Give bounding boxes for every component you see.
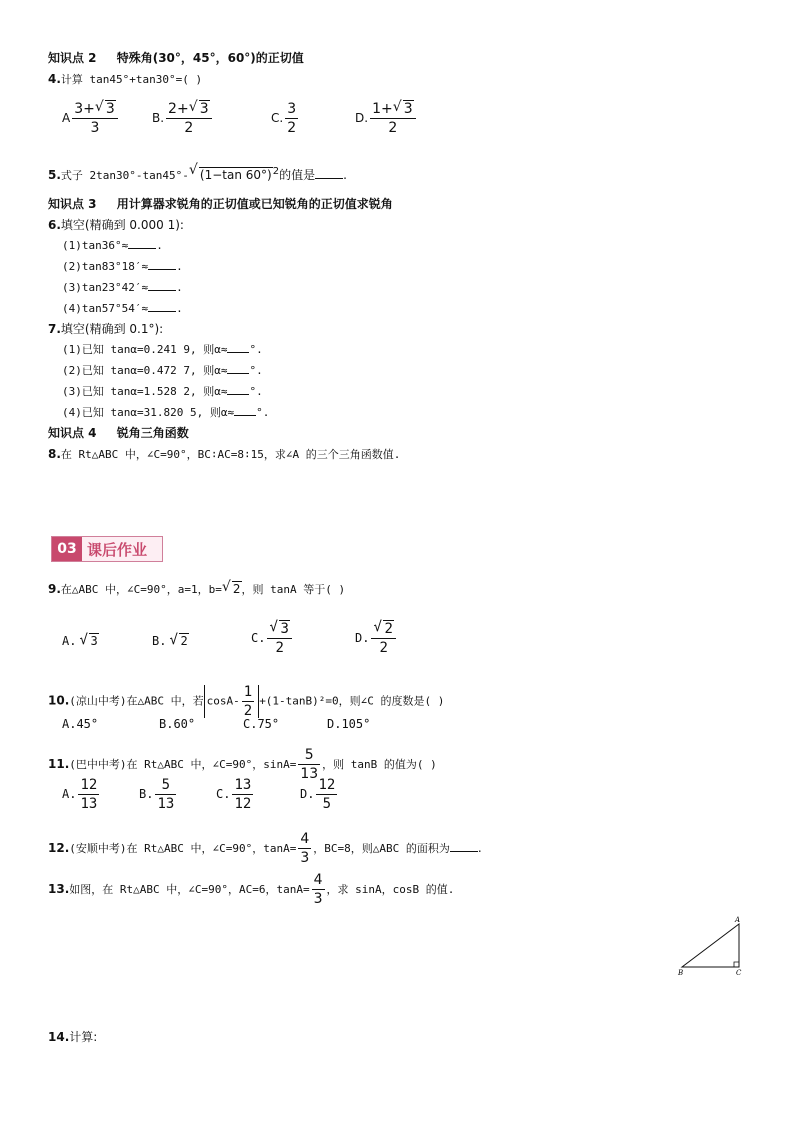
frac-den: 3 bbox=[300, 850, 310, 866]
question-7 bbox=[48, 321, 163, 337]
section-heading-4 bbox=[48, 425, 189, 441]
q11-option-d bbox=[300, 778, 339, 811]
question-12 bbox=[48, 832, 482, 865]
item-text: (3)已知 tanα=1.528 2, 则α≈ bbox=[62, 385, 228, 398]
section-title: 用计算器求锐角的正切值或已知锐角的正切值求锐角 bbox=[116, 197, 393, 211]
frac-num: 3 bbox=[287, 101, 297, 117]
frac-num: 4 bbox=[300, 831, 310, 847]
q11-option-c bbox=[216, 778, 255, 811]
question-stem: 计算: bbox=[69, 1030, 98, 1044]
answer-blank[interactable] bbox=[227, 363, 249, 374]
option-letter: C. bbox=[216, 787, 231, 801]
question-stem: (凉山中考)在△ABC 中，若 bbox=[69, 694, 204, 708]
q4-option-d bbox=[355, 102, 418, 135]
item-text: (1)已知 tanα=0.241 9, 则α≈ bbox=[62, 343, 228, 356]
question-stem-end: +(1-tanB)²=0，则∠C 的度数是( ) bbox=[259, 694, 445, 708]
radicand: 2 bbox=[180, 634, 188, 648]
abs-expr: cosA- bbox=[206, 694, 240, 708]
answer-blank[interactable] bbox=[234, 405, 256, 416]
q4-option-c bbox=[271, 102, 300, 135]
q9-option-b bbox=[152, 634, 189, 648]
question-number: 14. bbox=[48, 1030, 70, 1044]
frac-den: 2 bbox=[275, 640, 284, 656]
option-letter: A. bbox=[62, 787, 77, 801]
frac-num: 5 bbox=[155, 778, 176, 795]
question-stem: 如图，在 Rt△ABC 中，∠C=90°，AC=6，tanA= bbox=[69, 883, 310, 896]
period: . bbox=[156, 239, 163, 252]
frac-num: 1 bbox=[243, 684, 253, 700]
period: . bbox=[477, 841, 482, 855]
q9-option-d bbox=[355, 622, 398, 655]
option-letter: B. bbox=[152, 111, 165, 125]
question-number: 5. bbox=[48, 168, 61, 182]
answer-blank[interactable] bbox=[128, 238, 156, 249]
frac-num: 12 bbox=[318, 777, 336, 793]
question-4 bbox=[48, 71, 202, 88]
frac-den: 12 bbox=[234, 796, 252, 812]
period: . bbox=[176, 302, 183, 315]
item-text: (4)tan57°54′≈ bbox=[62, 302, 149, 315]
badge-title: 课后作业 bbox=[87, 540, 148, 559]
radicand: (1−tan 60°) bbox=[199, 168, 272, 182]
option-letter: C. bbox=[251, 631, 266, 645]
question-number: 6. bbox=[48, 218, 61, 232]
q9-option-a bbox=[62, 634, 99, 648]
frac-num: 4 bbox=[313, 872, 323, 888]
question-stem-end: ，则 tanB 的值为( ) bbox=[322, 758, 437, 771]
q9-option-c bbox=[251, 622, 294, 655]
period: . bbox=[176, 260, 183, 273]
frac-den: 2 bbox=[287, 120, 297, 136]
frac-den: 13 bbox=[157, 796, 175, 812]
frac-num: 12 bbox=[80, 777, 98, 793]
item-text: (4)已知 tanα=31.820 5, 则α≈ bbox=[62, 406, 235, 419]
question-stem-end: ，求 sinA，cosB 的值. bbox=[326, 883, 455, 896]
radicand: 3 bbox=[280, 621, 289, 637]
radicand: 3 bbox=[90, 634, 98, 648]
q11-option-b bbox=[139, 778, 178, 811]
question-number: 12. bbox=[48, 841, 70, 855]
question-number: 9. bbox=[48, 582, 61, 596]
item-unit: °. bbox=[249, 385, 263, 398]
homework-badge bbox=[51, 536, 163, 562]
q7-item-4 bbox=[62, 405, 269, 421]
answer-blank[interactable] bbox=[450, 841, 478, 852]
badge-number: 03 bbox=[52, 537, 82, 561]
period: . bbox=[176, 281, 183, 294]
frac-den: 2 bbox=[184, 120, 194, 136]
frac-num-prefix: 1+ bbox=[372, 101, 393, 117]
option-letter: D. bbox=[355, 111, 369, 125]
frac-den: 2 bbox=[388, 120, 398, 136]
period: . bbox=[343, 168, 347, 182]
question-13 bbox=[48, 873, 454, 906]
item-text: (3)tan23°42′≈ bbox=[62, 281, 149, 294]
option-letter: C. bbox=[271, 111, 284, 125]
radicand: 3 bbox=[199, 101, 209, 117]
question-number: 13. bbox=[48, 882, 70, 896]
question-stem: 在△ABC 中，∠C=90°，a=1，b= bbox=[60, 583, 222, 596]
item-unit: °. bbox=[249, 343, 263, 356]
frac-num-prefix: 2+ bbox=[168, 101, 189, 117]
radicand: 2 bbox=[232, 582, 241, 596]
question-stem: 填空(精确到 0.1°): bbox=[60, 322, 164, 336]
question-stem: (安顺中考)在 Rt△ABC 中，∠C=90°，tanA= bbox=[69, 842, 297, 855]
section-label: 知识点 3 bbox=[48, 197, 97, 211]
answer-blank[interactable] bbox=[148, 259, 176, 270]
answer-blank[interactable] bbox=[227, 342, 249, 353]
frac-den: 2 bbox=[243, 703, 253, 719]
q10-option-c: C.75° bbox=[243, 717, 280, 731]
item-text: (2)已知 tanα=0.472 7, 则α≈ bbox=[62, 364, 228, 377]
option-letter: D. bbox=[355, 631, 370, 645]
q7-item-1 bbox=[62, 342, 263, 358]
question-number: 7. bbox=[48, 322, 61, 336]
option-letter: D. bbox=[300, 787, 315, 801]
question-10 bbox=[48, 685, 444, 718]
item-unit: °. bbox=[256, 406, 270, 419]
item-unit: °. bbox=[249, 364, 263, 377]
q10-option-a: A.45° bbox=[62, 717, 99, 731]
radicand: 2 bbox=[384, 621, 393, 637]
question-number: 4. bbox=[48, 72, 61, 86]
question-stem: 在 Rt△ABC 中，∠C=90°，BC∶AC=8∶15，求∠A 的三个三角函数值. bbox=[60, 448, 401, 461]
question-8 bbox=[48, 446, 400, 463]
question-stem: 式子 2tan30°-tan45°- bbox=[60, 169, 189, 182]
q6-item-1 bbox=[62, 238, 163, 254]
frac-den: 13 bbox=[80, 796, 98, 812]
vertex-b-label: B bbox=[678, 969, 684, 977]
item-text: (1)tan36°≈ bbox=[62, 239, 129, 252]
radicand: 3 bbox=[105, 101, 115, 117]
q4-option-b bbox=[152, 102, 214, 135]
frac-den: 5 bbox=[322, 796, 332, 812]
q6-item-4 bbox=[62, 301, 183, 317]
right-angle-mark bbox=[734, 962, 739, 967]
q7-item-2 bbox=[62, 363, 263, 379]
q4-option-a bbox=[62, 102, 120, 135]
section-heading-2 bbox=[48, 50, 304, 66]
q6-item-2 bbox=[62, 259, 183, 275]
question-number: 10. bbox=[48, 693, 70, 708]
question-number: 8. bbox=[48, 447, 61, 461]
frac-den: 13 bbox=[300, 766, 319, 782]
question-stem-end: ，BC=8，则△ABC 的面积为 bbox=[313, 842, 450, 855]
question-stem-end: 的值是 bbox=[279, 168, 316, 182]
option-letter: B. bbox=[152, 634, 167, 648]
question-stem-end: ，则 tanA 等于( ) bbox=[241, 583, 346, 596]
q10-option-d: D.105° bbox=[327, 717, 371, 731]
triangle-figure bbox=[674, 912, 750, 978]
frac-den: 3 bbox=[90, 120, 100, 136]
question-9 bbox=[48, 581, 345, 598]
q10-option-b: B.60° bbox=[159, 717, 196, 731]
question-14 bbox=[48, 1029, 97, 1045]
triangle-abc bbox=[682, 924, 739, 967]
answer-blank[interactable] bbox=[148, 301, 176, 312]
section-heading-3 bbox=[48, 196, 393, 212]
answer-blank[interactable] bbox=[315, 168, 343, 179]
section-label: 知识点 4 bbox=[48, 426, 97, 440]
option-letter: A bbox=[62, 111, 71, 125]
option-letter: A. bbox=[62, 634, 77, 648]
frac-den: 2 bbox=[379, 640, 388, 656]
section-title: 特殊角(30°，45°，60°)的正切值 bbox=[116, 51, 304, 65]
section-label: 知识点 2 bbox=[48, 51, 97, 65]
vertex-c-label: C bbox=[736, 969, 742, 977]
question-5 bbox=[48, 164, 347, 184]
q11-option-a bbox=[62, 778, 101, 811]
question-stem: 计算 tan45°+tan30°=( ) bbox=[60, 73, 203, 86]
item-text: (2)tan83°18′≈ bbox=[62, 260, 149, 273]
option-letter: B. bbox=[139, 787, 154, 801]
vertex-a-label: A bbox=[735, 916, 741, 924]
question-stem: (巴中中考)在 Rt△ABC 中，∠C=90°，sinA= bbox=[69, 758, 297, 771]
frac-num-prefix: 3+ bbox=[74, 101, 95, 117]
answer-blank[interactable] bbox=[148, 280, 176, 291]
q6-item-3 bbox=[62, 280, 183, 296]
frac-num: 13 bbox=[234, 777, 252, 793]
question-stem: 填空(精确到 0.000 1): bbox=[60, 218, 184, 232]
q7-item-3 bbox=[62, 384, 263, 400]
frac-num: 5 bbox=[298, 748, 320, 765]
section-title: 锐角三角函数 bbox=[116, 426, 189, 440]
answer-blank[interactable] bbox=[227, 384, 249, 395]
question-6 bbox=[48, 217, 184, 233]
question-number: 11. bbox=[48, 757, 70, 771]
frac-den: 3 bbox=[313, 891, 323, 907]
radicand: 3 bbox=[403, 101, 413, 117]
exponent: 2 bbox=[272, 166, 280, 177]
